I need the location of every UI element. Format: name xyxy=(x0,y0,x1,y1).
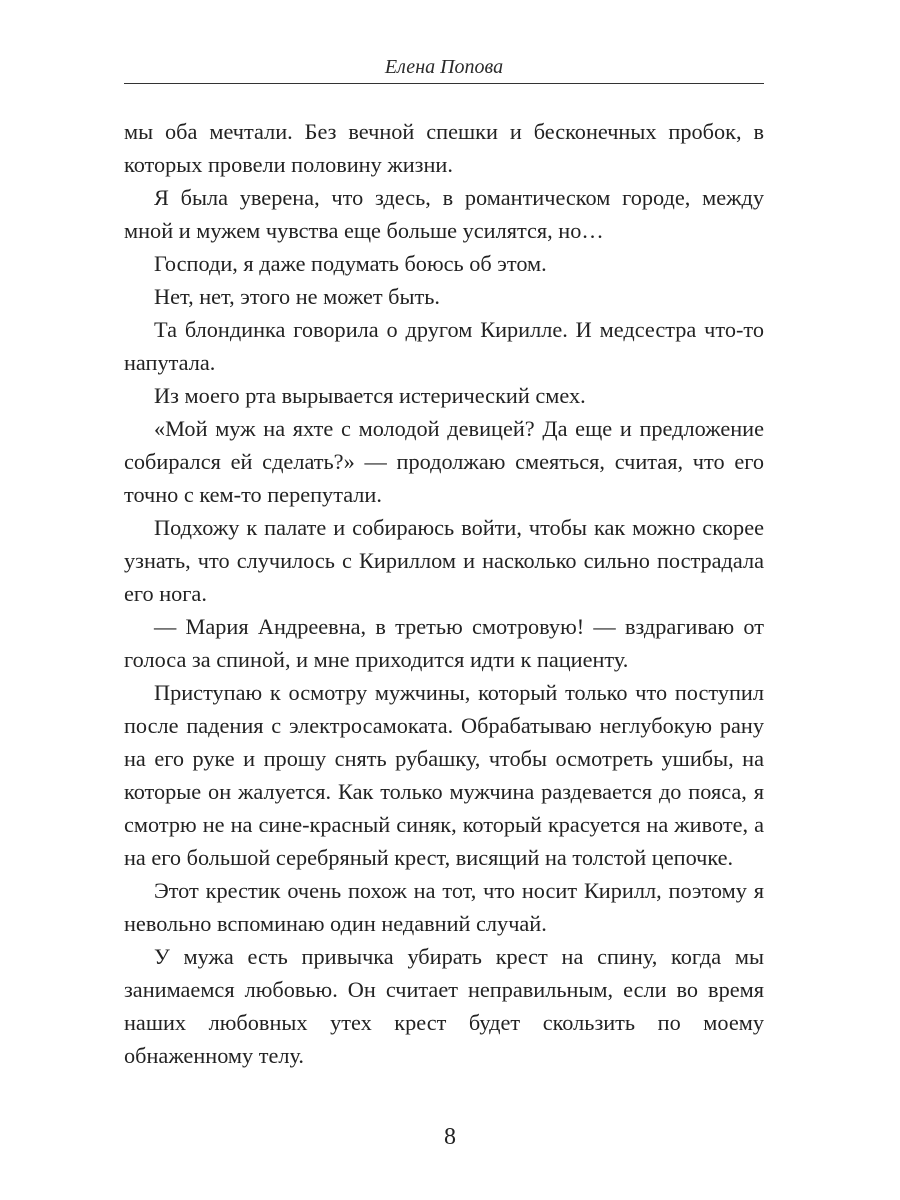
header-rule xyxy=(124,83,764,84)
page-header xyxy=(124,54,764,84)
running-head-author: Елена Попова xyxy=(384,56,504,78)
paragraph: Я была уверена, что здесь, в романтическом городе, между мной и мужем чувства еще больше усилятся, но… xyxy=(124,185,764,243)
paragraph: Из моего рта вырывается истерический смех. xyxy=(154,383,586,408)
paragraph-continued: мы оба мечтали. Без вечной спешки и бесконечных пробок, в которых провели половину жизни. xyxy=(124,119,764,177)
body-text xyxy=(124,115,764,1072)
paragraph: У мужа есть привычка убирать крест на спину, когда мы занимаемся любовью. Он считает неправильным, если во время наших любовных утех крест будет скользить по моему обнаженному телу. xyxy=(124,944,764,1068)
paragraph: Нет, нет, этого не может быть. xyxy=(154,284,440,309)
paragraph: «Мой муж на яхте с молодой девицей? Да еще и предложение собирался ей сделать?» — продолжаю смеяться, считая, что его точно с кем-то перепутали. xyxy=(124,416,764,507)
paragraph: Этот крестик очень похож на тот, что носит Кирилл, поэтому я невольно вспоминаю один недавний случай. xyxy=(124,878,764,936)
paragraph: Приступаю к осмотру мужчины, который только что поступил после падения с электросамоката. Обрабатываю неглубокую рану на его руке и прошу снять рубашку, чтобы осмотреть ушибы, на которые он жалуется. Как только мужчина раздевается до пояса, я смотрю не на сине-красный синяк, который красуется на животе, а на его большой серебряный крест, висящий на толстой цепочке. xyxy=(124,680,764,870)
page-number: 8 xyxy=(444,1124,456,1150)
paragraph: Господи, я даже подумать боюсь об этом. xyxy=(154,251,547,276)
paragraph: Та блондинка говорила о другом Кирилле. И медсестра что-то напутала. xyxy=(124,317,764,375)
paragraph: Подхожу к палате и собираюсь войти, чтобы как можно скорее узнать, что случилось с Кириллом и насколько сильно пострадала его нога. xyxy=(124,515,764,606)
paragraph-dialogue: — Мария Андреевна, в третью смотровую! — вздрагиваю от голоса за спиной, и мне приходится идти к пациенту. xyxy=(124,614,764,672)
